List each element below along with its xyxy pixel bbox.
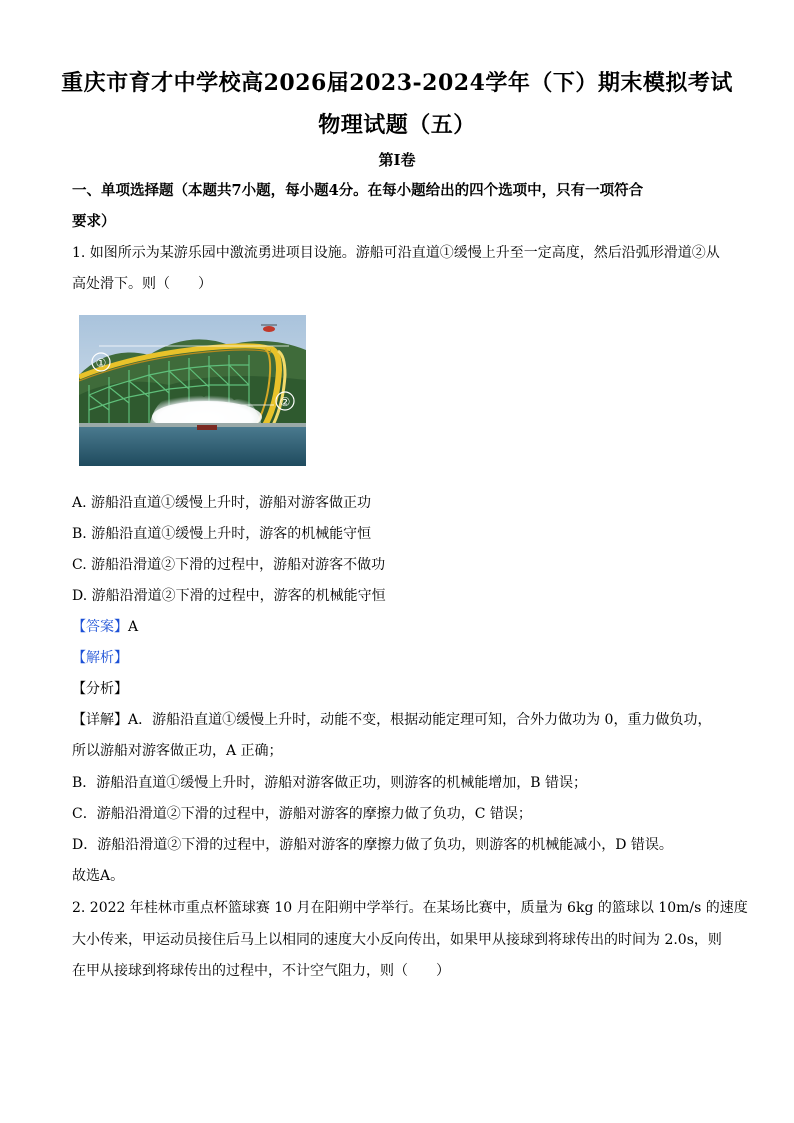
q1-option-c: C. 游船沿滑道②下滑的过程中，游船对游客不做功 <box>72 557 386 573</box>
q1-option-b: B. 游船沿直道①缓慢上升时，游客的机械能守恒 <box>72 526 372 542</box>
figure-label-2: ② <box>279 395 291 409</box>
exam-title-line2: 物理试题（五） <box>318 112 476 138</box>
analysis-tag: 【解析】 <box>72 650 128 666</box>
q1-detail-line1 <box>72 710 722 730</box>
q1-option-a: A. 游船沿直道①缓慢上升时，游船对游客做正功 <box>72 495 372 511</box>
volume-label: 第I卷 <box>378 151 416 169</box>
answer-tag: 【答案】 <box>72 619 128 635</box>
q1-stem-line2: 高处滑下。则（ ） <box>72 276 212 292</box>
detail-text-1: A．游船沿直道①缓慢上升时，动能不变，根据动能定理可知，合外力做功为 0，重力做负功， <box>128 712 712 728</box>
q1-option-d: D. 游船沿滑道②下滑的过程中，游客的机械能守恒 <box>72 588 386 604</box>
section-heading-line1: 一、单项选择题（本题共7小题，每小题4分。在每小题给出的四个选项中，只有一项符合 <box>72 182 644 199</box>
q1-detail-line2: 所以游船对游客做正功，A 正确； <box>72 743 283 759</box>
figure-label-1: ① <box>95 356 107 370</box>
q2-line1: 2. 2022 年桂林市重点杯篮球赛 10 月在阳朔中学举行。在某场比赛中，质量为 6kg 的篮球以 10m/s 的速度 <box>72 900 748 916</box>
q1-detail-line4: C．游船沿滑道②下滑的过程中，游船对游客的摩擦力做了负功，C 错误； <box>72 806 532 822</box>
detail-tag: 【详解】 <box>72 712 128 728</box>
q1-answer <box>72 617 722 637</box>
fenxi-tag: 【分析】 <box>72 681 128 697</box>
q1-stem-line1: 1. 如图所示为某游乐园中激流勇进项目设施。游船可沿直道①缓慢上升至一定高度，然后沿弧形滑道②从 <box>72 245 720 261</box>
q1-conclusion: 故选A。 <box>72 868 125 884</box>
q2-line2: 大小传来，甲运动员接住后马上以相同的速度大小反向传出，如果甲从接球到将球传出的时间为 2.0s，则 <box>72 932 722 948</box>
water-ride-photo <box>79 315 306 466</box>
answer-value: A <box>128 619 139 635</box>
q1-detail-line5: D．游船沿滑道②下滑的过程中，游船对游客的摩擦力做了负功，则游客的机械能减小，D 错误。 <box>72 837 673 853</box>
section-heading-line2: 要求） <box>72 213 116 230</box>
q1-detail-line3: B．游船沿直道①缓慢上升时，游船对游客做正功，则游客的机械能增加，B 错误； <box>72 775 588 791</box>
q2-line3: 在甲从接球到将球传出的过程中，不计空气阻力，则（ ） <box>72 963 450 979</box>
exam-title-line1: 重庆市育才中学校高2026届2023-2024学年（下）期末模拟考试 <box>61 70 733 96</box>
